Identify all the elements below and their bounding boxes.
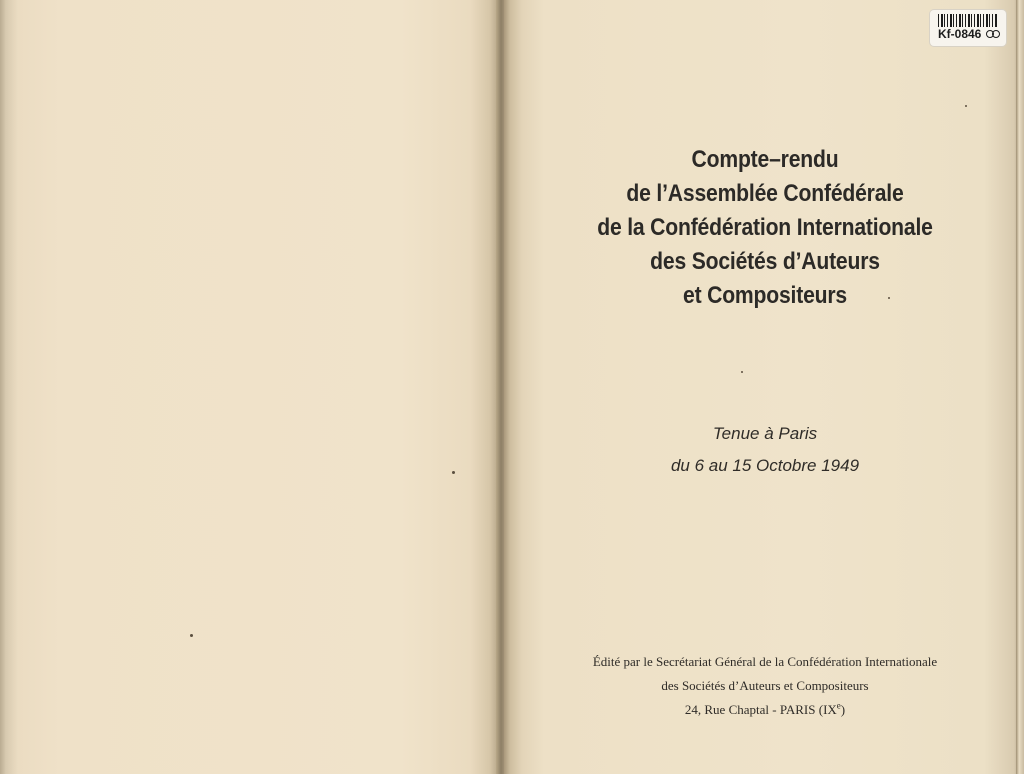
meeting-dates: du 6 au 15 Octobre 1949: [670, 456, 860, 475]
left-blank-page: [0, 0, 498, 774]
paper-speck: [965, 105, 967, 107]
title-line: des Sociétés d’Auteurs: [650, 248, 880, 275]
title-line: Compte–rendu: [691, 146, 839, 173]
title-line: de la Confédération Internationale: [597, 214, 933, 241]
paper-speck: [741, 371, 743, 373]
library-catalog-label: [930, 10, 1006, 46]
publisher-line-1: Édité par le Secrétariat Général de la Confédération Internationale: [592, 654, 938, 669]
barcode-icon: [938, 14, 998, 27]
address-superscript: e: [836, 700, 841, 711]
address-text: 24, Rue Chaptal - PARIS (IX: [684, 702, 837, 717]
title-line: de l’Assemblée Confédérale: [626, 180, 904, 207]
publisher-address: [510, 698, 1020, 722]
meeting-info: [510, 418, 1020, 482]
meeting-place: Tenue à Paris: [712, 424, 818, 443]
document-title: [541, 143, 990, 313]
publisher-line-2: des Sociétés d’Auteurs et Compositeurs: [661, 678, 869, 693]
title-line: et Compositeurs: [682, 282, 848, 309]
publisher-imprint: [510, 650, 1020, 722]
address-end: ): [840, 702, 846, 717]
catalog-code: Kf-0846: [938, 27, 982, 41]
library-stamp-icon: [986, 28, 1000, 40]
paper-speck: [452, 471, 455, 474]
paper-speck: [190, 634, 193, 637]
